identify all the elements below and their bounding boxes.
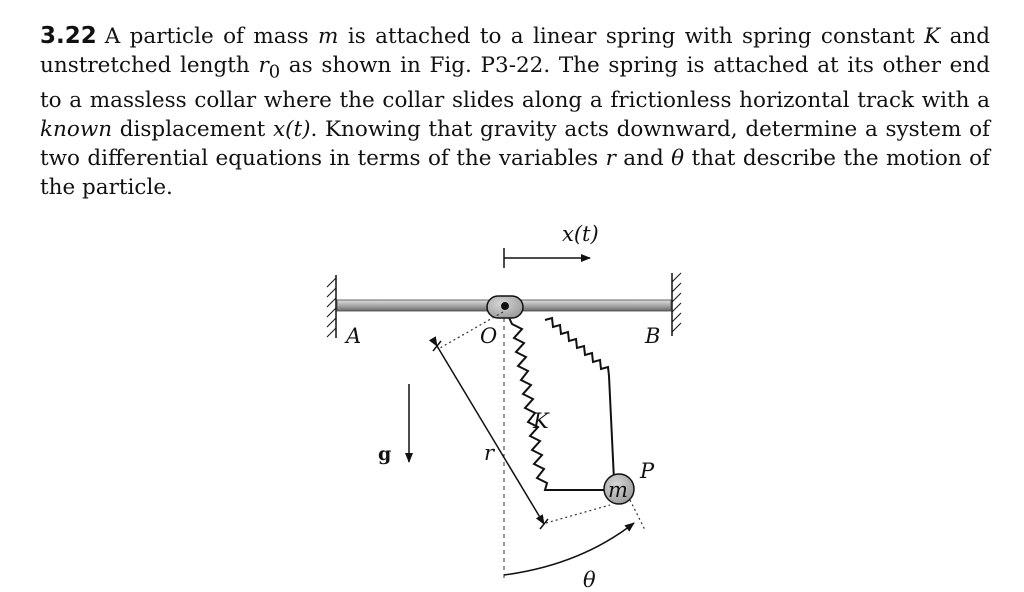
label-P: P — [640, 459, 655, 483]
label-r: r — [484, 441, 495, 465]
text-segment: that describe the motion of the particle. — [40, 146, 990, 201]
spring — [505, 309, 615, 490]
label-m: m — [608, 478, 628, 502]
var-x-of-t: x(t) — [272, 117, 311, 143]
var-r0: r — [258, 53, 269, 78]
dotted-guide-lower — [546, 505, 610, 523]
label-theta: θ — [583, 568, 596, 592]
label-B: B — [645, 324, 661, 348]
subscript-0: 0 — [268, 61, 281, 83]
text-segment: and unstretched length — [40, 24, 990, 78]
label-A: A — [346, 324, 362, 348]
right-wall — [672, 273, 681, 336]
text-segment: . Knowing that gravity acts downward, determine a system of two differential equations in terms of the variables — [40, 117, 990, 172]
var-K: K — [924, 24, 941, 49]
left-wall — [327, 275, 336, 338]
displacement-arrow — [504, 248, 590, 268]
text-segment: as shown in Fig. P3-22. The spring is attached at its other end to a massless collar where the collar slides along a frictionless horizontal track with a — [40, 53, 990, 114]
emphasis-known: known — [40, 117, 113, 143]
var-m: m — [318, 24, 339, 49]
label-x-of-t: x(t) — [562, 222, 599, 246]
text-segment: A particle of mass — [104, 24, 319, 49]
problem-number: 3.22 — [40, 23, 97, 49]
var-theta: θ — [671, 146, 685, 172]
spring-coils — [545, 318, 614, 480]
collar — [487, 296, 523, 318]
theta-arc — [504, 523, 634, 575]
label-K: K — [533, 409, 549, 433]
text-segment: is attached to a linear spring with spring constant — [338, 24, 925, 49]
text-segment: and — [615, 146, 672, 172]
text-segment: displacement — [112, 117, 273, 143]
label-g: g — [378, 443, 392, 465]
dotted-extension — [630, 500, 645, 530]
label-O: O — [480, 324, 498, 348]
var-r: r — [605, 146, 616, 172]
